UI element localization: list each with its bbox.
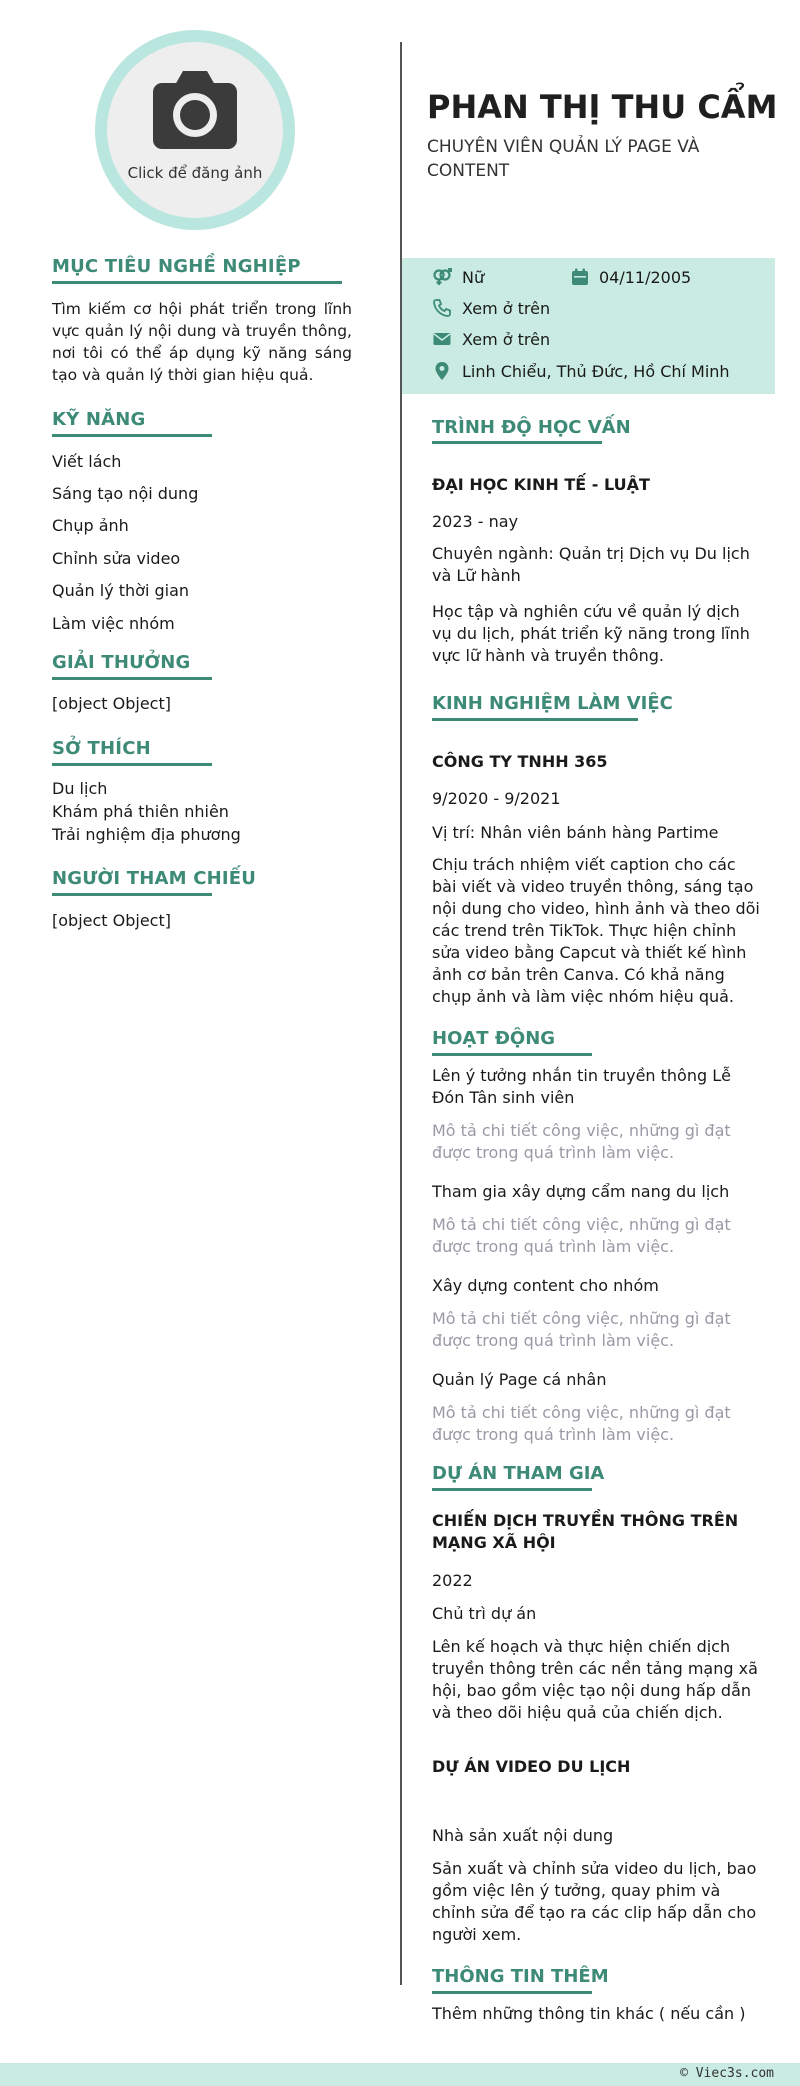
awards-heading: GIẢI THƯỞNG: [52, 652, 191, 673]
skill-item: Sáng tạo nội dung: [52, 484, 199, 503]
activity-description-placeholder[interactable]: Mô tả chi tiết công việc, những gì đạt được trong quá trình làm việc.: [432, 1215, 731, 1256]
project-role: Nhà sản xuất nội dung: [432, 1826, 614, 1845]
education-heading: TRÌNH ĐỘ HỌC VẤN: [432, 417, 631, 438]
skills-heading: KỸ NĂNG: [52, 409, 146, 430]
gender-icon: [432, 267, 452, 287]
activity-name: Lên ý tưởng nhắn tin truyền thông Lễ Đón Tân sinh viên: [432, 1066, 731, 1107]
contact-phone: Xem ở trên: [462, 299, 551, 318]
additional-heading: THÔNG TIN THÊM: [432, 1966, 609, 1987]
candidate-role: CHUYÊN VIÊN QUẢN LÝ PAGE VÀ CONTENT: [427, 137, 700, 181]
education-underline: [432, 441, 602, 444]
awards-underline: [52, 677, 212, 680]
hobby-item: Khám phá thiên nhiên: [52, 802, 229, 821]
project-description: Sản xuất và chỉnh sửa video du lịch, bao gồm việc lên ý tưởng, quay phim và chỉnh sửa để tạo ra các clip hấp dẫn cho người xem.: [432, 1859, 757, 1944]
project-role: Chủ trì dự án: [432, 1604, 537, 1623]
hobby-item: Trải nghiệm địa phương: [52, 825, 241, 844]
avatar-upload-label: Click để đăng ảnh: [127, 164, 263, 182]
references-text: [object Object]: [52, 911, 171, 930]
projects-underline: [432, 1488, 592, 1491]
avatar-placeholder: [107, 42, 283, 218]
activity-name: Xây dựng content cho nhóm: [432, 1276, 659, 1295]
activity-description-placeholder[interactable]: Mô tả chi tiết công việc, những gì đạt được trong quá trình làm việc.: [432, 1121, 731, 1162]
skills-underline: [52, 434, 212, 437]
contact-address: Linh Chiểu, Thủ Đức, Hồ Chí Minh: [462, 362, 730, 381]
education-period: 2023 - nay: [432, 512, 519, 531]
projects-heading: DỰ ÁN THAM GIA: [432, 1463, 605, 1484]
contact-email: Xem ở trên: [462, 330, 551, 349]
activities-underline: [432, 1053, 592, 1056]
project-year: 2022: [432, 1571, 473, 1590]
skill-item: Chỉnh sửa video: [52, 549, 181, 568]
additional-text: Thêm những thông tin khác ( nếu cần ): [432, 2004, 746, 2023]
project-name: DỰ ÁN VIDEO DU LỊCH: [432, 1757, 631, 1776]
experience-description: Chịu trách nhiệm viết caption cho các bài viết và video truyền thông, sáng tạo nội dung cho video, hình ảnh và theo dõi các trend trên TikTok. Thực hiện chỉnh sửa video bằng Capcut và thiết kế hình ảnh cơ bản trên Canva. Có khả năng chụp ảnh và làm việc nhóm hiệu quả.: [432, 855, 760, 1006]
project-name: CHIẾN DỊCH TRUYỀN THÔNG TRÊN MẠNG XÃ HỘI: [432, 1511, 739, 1552]
location-icon: [432, 361, 452, 381]
objective-heading: MỤC TIÊU NGHỀ NGHIỆP: [52, 256, 301, 277]
education-school: ĐẠI HỌC KINH TẾ - LUẬT: [432, 475, 650, 494]
activity-description-placeholder[interactable]: Mô tả chi tiết công việc, những gì đạt được trong quá trình làm việc.: [432, 1403, 731, 1444]
references-underline: [52, 893, 212, 896]
additional-underline: [432, 1991, 592, 1994]
skill-item: Chụp ảnh: [52, 516, 129, 535]
awards-text: [object Object]: [52, 694, 171, 713]
education-major: Chuyên ngành: Quản trị Dịch vụ Du lịch và Lữ hành: [432, 544, 750, 585]
footer-bar: [0, 2063, 800, 2086]
activity-description-placeholder[interactable]: Mô tả chi tiết công việc, những gì đạt được trong quá trình làm việc.: [432, 1309, 731, 1350]
activity-name: Quản lý Page cá nhân: [432, 1370, 607, 1389]
candidate-name: PHAN THỊ THU CẨM: [427, 88, 778, 126]
experience-position: Vị trí: Nhân viên bánh hàng Partime: [432, 823, 719, 842]
skill-item: Quản lý thời gian: [52, 581, 190, 600]
experience-underline: [432, 718, 638, 721]
phone-icon: [432, 298, 452, 318]
hobby-item: Du lịch: [52, 779, 108, 798]
hobbies-underline: [52, 763, 212, 766]
experience-heading: KINH NGHIỆM LÀM VIỆC: [432, 693, 673, 714]
objective-text: Tìm kiếm cơ hội phát triển trong lĩnh vực quản lý nội dung và truyền thông, nơi tôi có thể áp dụng kỹ năng sáng tạo và quản lý thời gian hiệu quả.: [52, 300, 352, 384]
experience-company: CÔNG TY TNHH 365: [432, 752, 608, 771]
hobbies-heading: SỞ THÍCH: [52, 738, 151, 759]
references-heading: NGƯỜI THAM CHIẾU: [52, 868, 257, 889]
skill-item: Làm việc nhóm: [52, 614, 175, 633]
skill-item: Viết lách: [52, 452, 122, 471]
email-icon: [432, 329, 452, 349]
experience-period: 9/2020 - 9/2021: [432, 789, 561, 808]
activities-heading: HOẠT ĐỘNG: [432, 1028, 556, 1049]
camera-icon: [153, 67, 237, 161]
project-description: Lên kế hoạch và thực hiện chiến dịch truyền thông trên các nền tảng mạng xã hội, bao gồm việc tạo nội dung hấp dẫn và theo dõi hiệu quả của chiến dịch.: [432, 1637, 758, 1722]
contact-birthday: 04/11/2005: [599, 268, 692, 287]
avatar-upload[interactable]: [95, 30, 295, 230]
activity-name: Tham gia xây dựng cẩm nang du lịch: [432, 1182, 730, 1201]
footer-credit: © Viec3s.com: [680, 2066, 774, 2081]
contact-box: [402, 258, 775, 394]
contact-gender: Nữ: [462, 268, 485, 287]
education-description: Học tập và nghiên cứu về quản lý dịch vụ du lịch, phát triển kỹ năng trong lĩnh vực lữ hành và truyền thông.: [432, 602, 750, 665]
calendar-icon: [570, 267, 590, 287]
objective-underline: [52, 281, 342, 284]
